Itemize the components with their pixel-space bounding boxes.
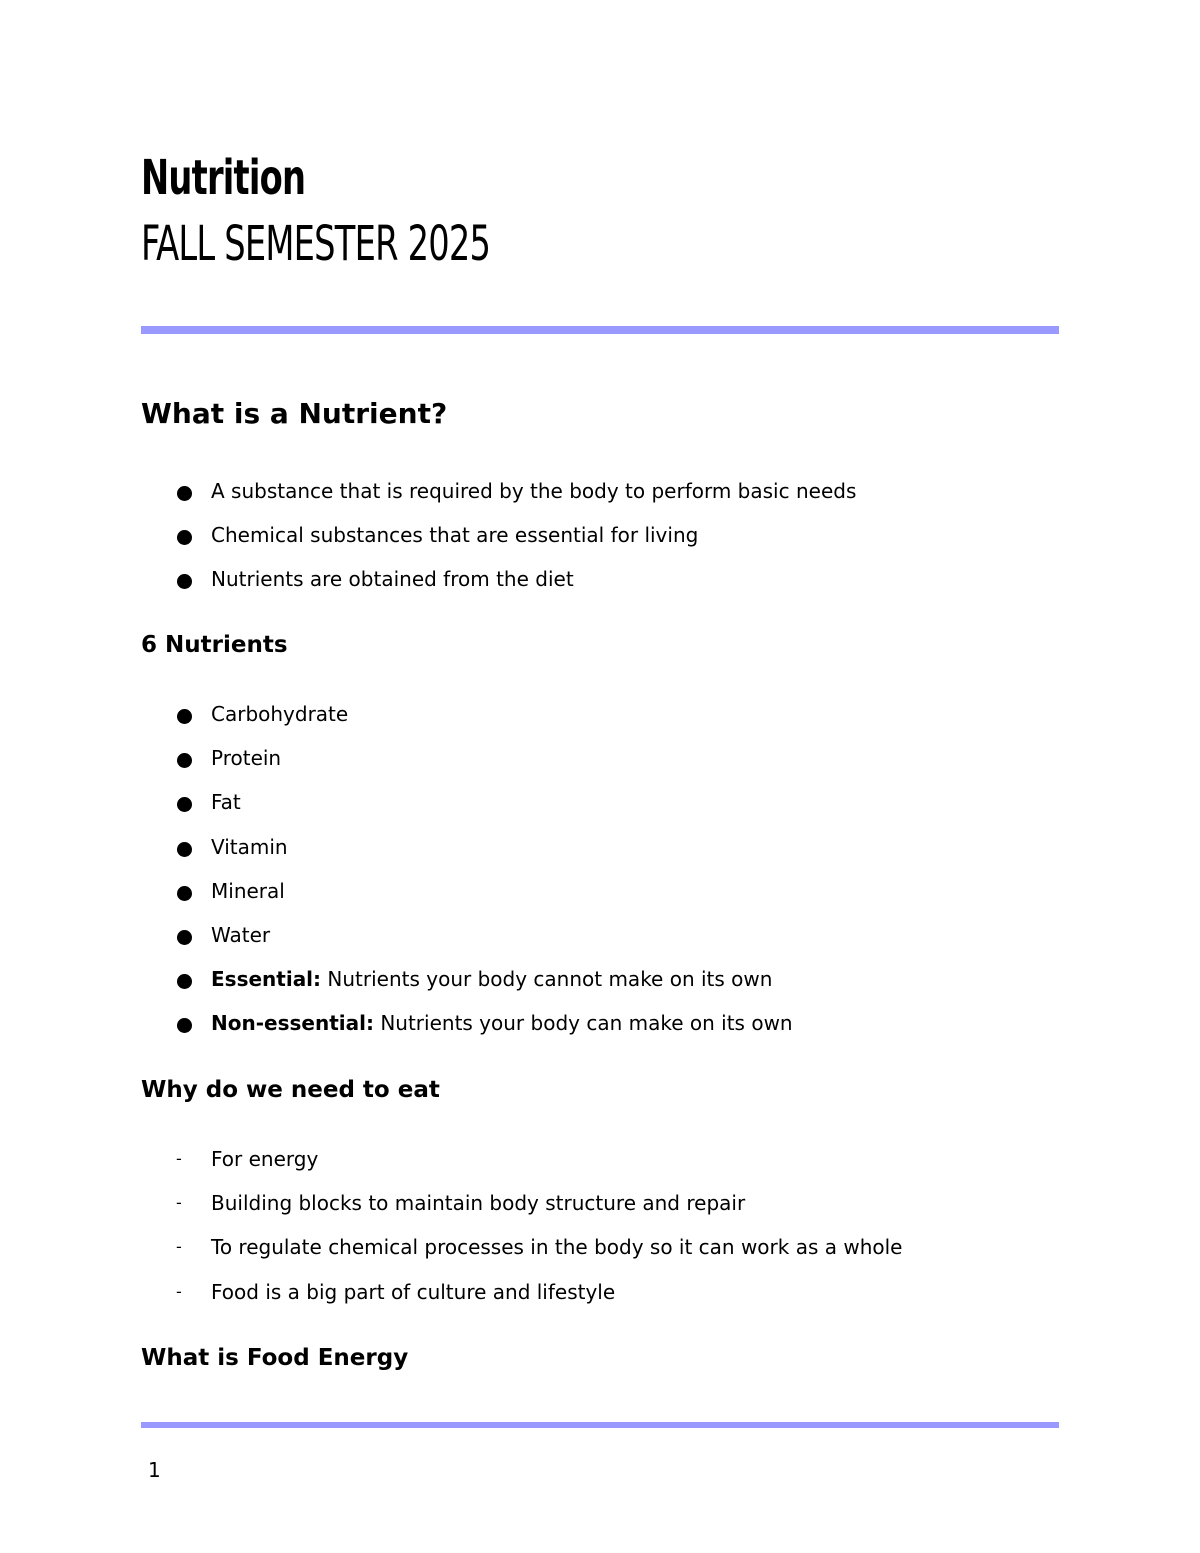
list-item-text: Protein: [211, 746, 282, 771]
definition-text: [211, 1009, 793, 1037]
list-item-text: Nutrients are obtained from the diet: [211, 567, 574, 592]
section-heading-six-nutrients: 6 Nutrients: [141, 632, 288, 658]
dash-marker: -: [176, 1149, 182, 1168]
list-item-text: Mineral: [211, 878, 285, 903]
document-title: Nutrition: [141, 150, 306, 206]
section-heading-why-eat: Why do we need to eat: [141, 1077, 440, 1103]
bullet-icon: [177, 1018, 192, 1033]
list-item-text: Carbohydrate: [211, 702, 349, 726]
list-item-text: Food is a big part of culture and lifestyle: [211, 1279, 616, 1304]
page-number: 1: [148, 1458, 161, 1482]
dash-marker: -: [176, 1193, 182, 1213]
list-item-text: Vitamin: [211, 834, 288, 859]
definition-term: Essential:: [211, 967, 322, 992]
bullet-icon: [177, 886, 192, 901]
definition-description: Nutrients your body cannot make on its own: [321, 967, 773, 992]
document-subtitle: FALL SEMESTER 2025: [141, 216, 491, 272]
list-item-text: To regulate chemical processes in the body so it can work as a whole: [211, 1235, 903, 1260]
list-item-text: Chemical substances that are essential for living: [211, 523, 699, 548]
bullet-icon: [177, 842, 192, 857]
section-heading-what-is-nutrient: What is a Nutrient?: [141, 397, 448, 430]
dash-marker: -: [176, 1237, 182, 1257]
dash-marker: -: [176, 1281, 182, 1301]
list-item-text: Fat: [211, 790, 241, 815]
definition-text: [211, 965, 772, 993]
header-divider: [141, 326, 1059, 334]
bullet-icon: [177, 930, 192, 945]
section-heading-food-energy: What is Food Energy: [141, 1345, 409, 1371]
bullet-icon: [177, 486, 192, 501]
bullet-icon: [177, 974, 192, 989]
list-item-text: For energy: [211, 1147, 319, 1171]
bullet-icon: [177, 709, 192, 724]
bullet-icon: [177, 797, 192, 812]
footer-divider: [141, 1422, 1059, 1428]
list-item-text: Water: [211, 922, 271, 947]
bullet-icon: [177, 753, 192, 768]
list-item-text: Building blocks to maintain body structure and repair: [211, 1191, 746, 1216]
list-item-text: A substance that is required by the body to perform basic needs: [211, 479, 857, 503]
definition-description: Nutrients your body can make on its own: [373, 1011, 793, 1036]
definition-term: Non-essential:: [211, 1011, 374, 1036]
bullet-icon: [177, 530, 192, 545]
bullet-icon: [177, 574, 192, 589]
